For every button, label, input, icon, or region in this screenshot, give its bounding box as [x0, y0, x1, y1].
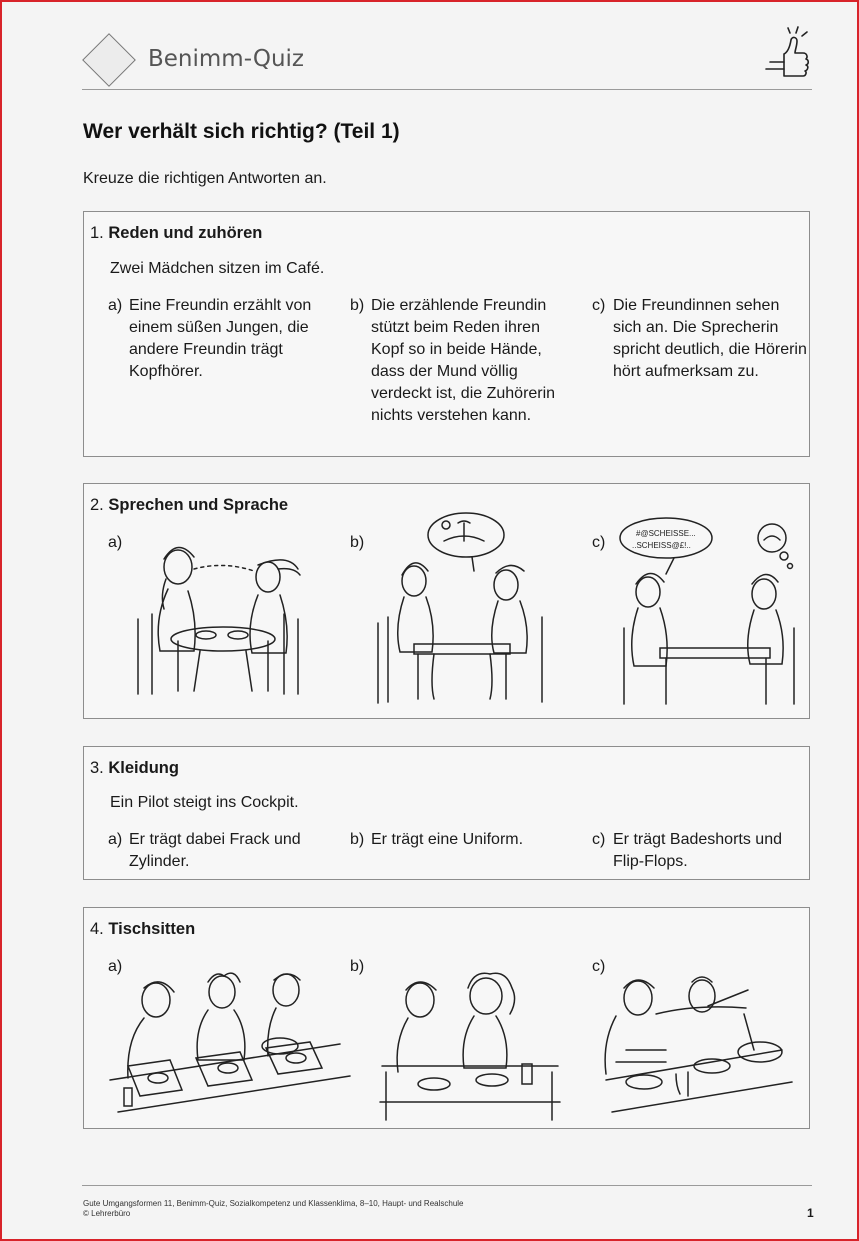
question-3-option-a[interactable]: a) Er trägt dabei Frack und Zylinder.	[108, 831, 301, 870]
page-title: Wer verhält sich richtig? (Teil 1)	[83, 120, 400, 143]
question-3-option-c[interactable]: c) Er trägt Badeshorts und Flip-Flops.	[592, 831, 782, 870]
question-1-heading: 1. Reden und zuhören	[90, 224, 263, 242]
question-2-option-b-label[interactable]: b)	[350, 534, 365, 551]
thumbs-up-icon	[752, 14, 812, 86]
page-number: 1	[807, 1206, 814, 1220]
footer-text	[83, 1199, 464, 1219]
illustration-island-talk	[374, 509, 554, 704]
question-2-heading: 2. Sprechen und Sprache	[90, 496, 289, 514]
question-3-scenario: Ein Pilot steigt ins Cockpit.	[110, 794, 299, 811]
illustration-two-at-table	[374, 972, 564, 1122]
question-4-option-a-label[interactable]: a)	[108, 958, 123, 975]
question-2-option-c-label[interactable]: c)	[592, 534, 606, 551]
header-divider	[82, 89, 812, 90]
question-4-option-c-label[interactable]: c)	[592, 958, 606, 975]
question-1-scenario: Zwei Mädchen sitzen im Café.	[110, 260, 325, 277]
bubble-text-2: ..SCHEISS@£!..	[632, 541, 691, 550]
brand-title: Benimm-Quiz	[148, 46, 304, 72]
footer-line-2: © Lehrerbüro	[83, 1209, 131, 1218]
footer-divider	[82, 1185, 812, 1186]
question-1-option-a[interactable]: a) Eine Freundin erzählt von einem süßen Jungen, die andere Freundin trägt Kopfhörer.	[108, 297, 312, 380]
illustration-polite-dinner	[104, 970, 354, 1120]
question-1-option-c[interactable]: c) Die Freundinnen sehen sich an. Die Sprecherin spricht deutlich, die Hörerin hört aufmerksam zu.	[592, 297, 807, 380]
question-3-box	[83, 746, 810, 880]
footer-line-1: Gute Umgangsformen 11, Benimm-Quiz, Sozialkompetenz und Klassenklima, 8–10, Haupt- und Realschule	[83, 1199, 464, 1208]
question-1-option-b[interactable]: b) Die erzählende Freundin stützt beim Reden ihren Kopf so in beide Hände, dass der Mund völlig verdeckt ist, die Zuhörerin nichts verstehen kann.	[350, 297, 556, 424]
question-2-option-a-label[interactable]: a)	[108, 534, 123, 551]
illustration-swearing-girls	[614, 512, 804, 707]
page-header	[82, 32, 812, 92]
question-4-box	[83, 907, 810, 1129]
question-2-box	[83, 483, 810, 719]
illustration-spitting-girls	[128, 539, 308, 704]
question-3-heading: 3. Kleidung	[90, 759, 179, 777]
question-4-option-b-label[interactable]: b)	[350, 958, 365, 975]
bubble-text-1: #@SCHEISSE...	[636, 529, 696, 538]
instruction-text: Kreuze die richtigen Antworten an.	[83, 170, 327, 187]
question-3-option-b[interactable]: b) Er trägt eine Uniform.	[350, 831, 524, 848]
question-1-box	[83, 211, 810, 457]
illustration-reaching-across	[596, 970, 796, 1120]
question-4-heading: 4. Tischsitten	[90, 920, 196, 938]
diamond-icon	[82, 33, 136, 87]
